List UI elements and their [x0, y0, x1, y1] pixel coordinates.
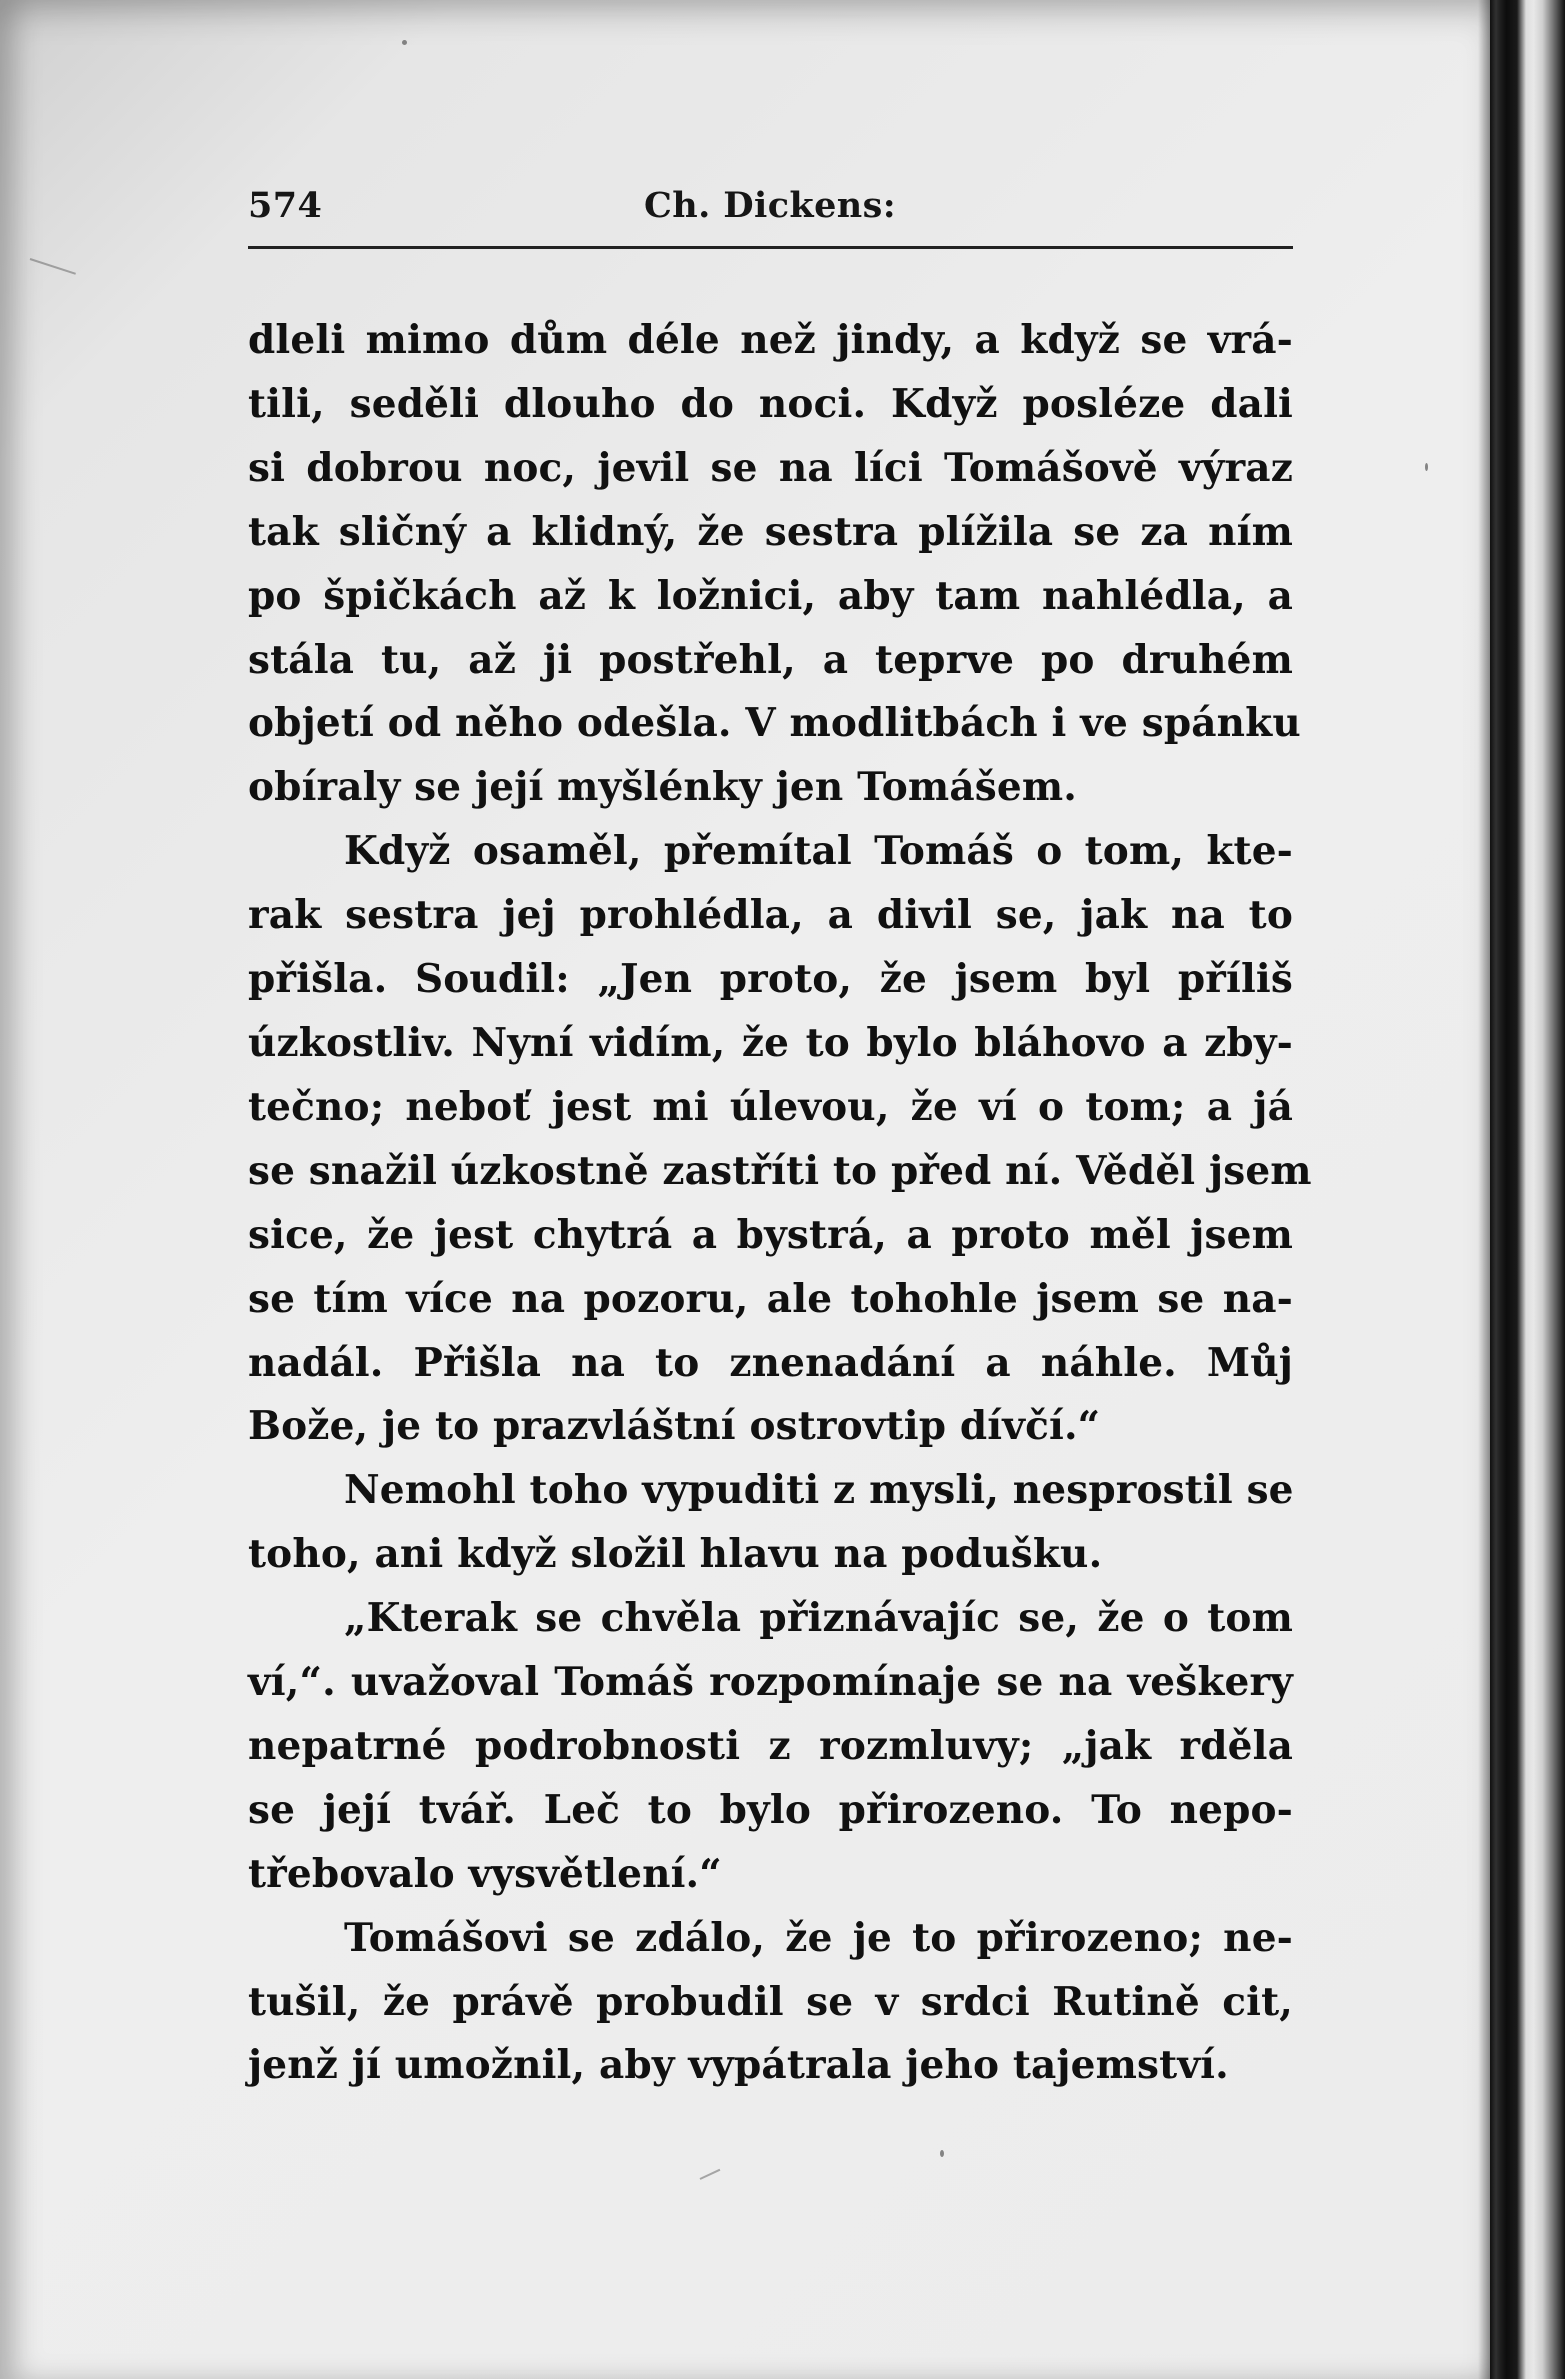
text-line: tušil, že právě probudil se v srdci Rutině cit, [248, 1978, 1293, 2025]
text-line: úzkostliv. Nyní vidím, že to bylo bláhovo a zby- [248, 1019, 1293, 1066]
paragraph-first-line: Když osaměl, přemítal Tomáš o tom, kte- [344, 828, 1293, 875]
text-line: si dobrou noc, jevil se na líci Tomášově výraz [248, 444, 1293, 491]
text-line: objetí od něho odešla. V modlitbách i ve spánku [248, 700, 1301, 747]
text-line: přišla. Soudil: „Jen proto, že jsem byl příliš [248, 956, 1293, 1003]
text-line: sice, že jest chytrá a bystrá, a proto měl jsem [248, 1211, 1293, 1258]
paragraph-first-line: „Kterak se chvěla přiznávajíc se, že o tom [344, 1595, 1293, 1642]
body-text [248, 309, 1312, 2098]
text-line: tili, seděli dlouho do noci. Když posléze dali [248, 380, 1293, 427]
paper-scratch [700, 2169, 721, 2180]
paragraph-last-line: obíraly se její myšlénky jen Tomášem. [248, 764, 1077, 811]
paper-speck [1425, 463, 1428, 471]
text-line: nepatrné podrobnosti z rozmluvy; „jak rděla [248, 1722, 1293, 1769]
text-line: se snažil úzkostně zastříti to před ní. Věděl jsem [248, 1147, 1312, 1194]
text-line: nadál. Přišla na to znenadání a náhle. Můj [248, 1339, 1293, 1386]
adjacent-page-edge [1490, 0, 1565, 2379]
paper-scratch [30, 258, 76, 275]
paragraph-last-line: toho, ani když složil hlavu na podušku. [248, 1531, 1103, 1578]
page-header [248, 185, 1293, 237]
paper-speck [940, 2150, 944, 2157]
paragraph-last-line: Bože, je to prazvláštní ostrovtip dívčí.“ [248, 1403, 1101, 1450]
running-head: Ch. Dickens: [644, 185, 897, 226]
text-line: dleli mimo dům déle než jindy, a když se vrá- [248, 317, 1293, 363]
text-line: tečno; neboť jest mi úlevou, že ví o tom; a já [248, 1083, 1293, 1130]
text-line: stála tu, až ji postřehl, a teprve po druhém [248, 636, 1293, 683]
text-line: po špičkách až k ložnici, aby tam nahlédla, a [248, 572, 1293, 619]
text-line: se její tvář. Leč to bylo přirozeno. To nepo- [248, 1786, 1293, 1833]
paragraph-first-line: Nemohl toho vypuditi z mysli, nesprostil se [344, 1467, 1294, 1514]
page-number: 574 [248, 185, 323, 226]
paragraph-last-line: jenž jí umožnil, aby vypátrala jeho tajemství. [248, 2042, 1229, 2089]
paragraph-first-line: Tomášovi se zdálo, že je to přirozeno; ne- [344, 1914, 1293, 1961]
header-rule [248, 246, 1293, 249]
text-line: ví,“. uvažoval Tomáš rozpomínaje se na veškery [248, 1659, 1293, 1706]
paper-speck [402, 40, 407, 45]
text-line: se tím více na pozoru, ale tohohle jsem se na- [248, 1275, 1293, 1322]
text-line: rak sestra jej prohlédla, a divil se, jak na to [248, 892, 1293, 939]
paragraph-last-line: třebovalo vysvětlení.“ [248, 1850, 722, 1897]
text-line: tak sličný a klidný, že sestra plížila se za ním [248, 508, 1293, 555]
